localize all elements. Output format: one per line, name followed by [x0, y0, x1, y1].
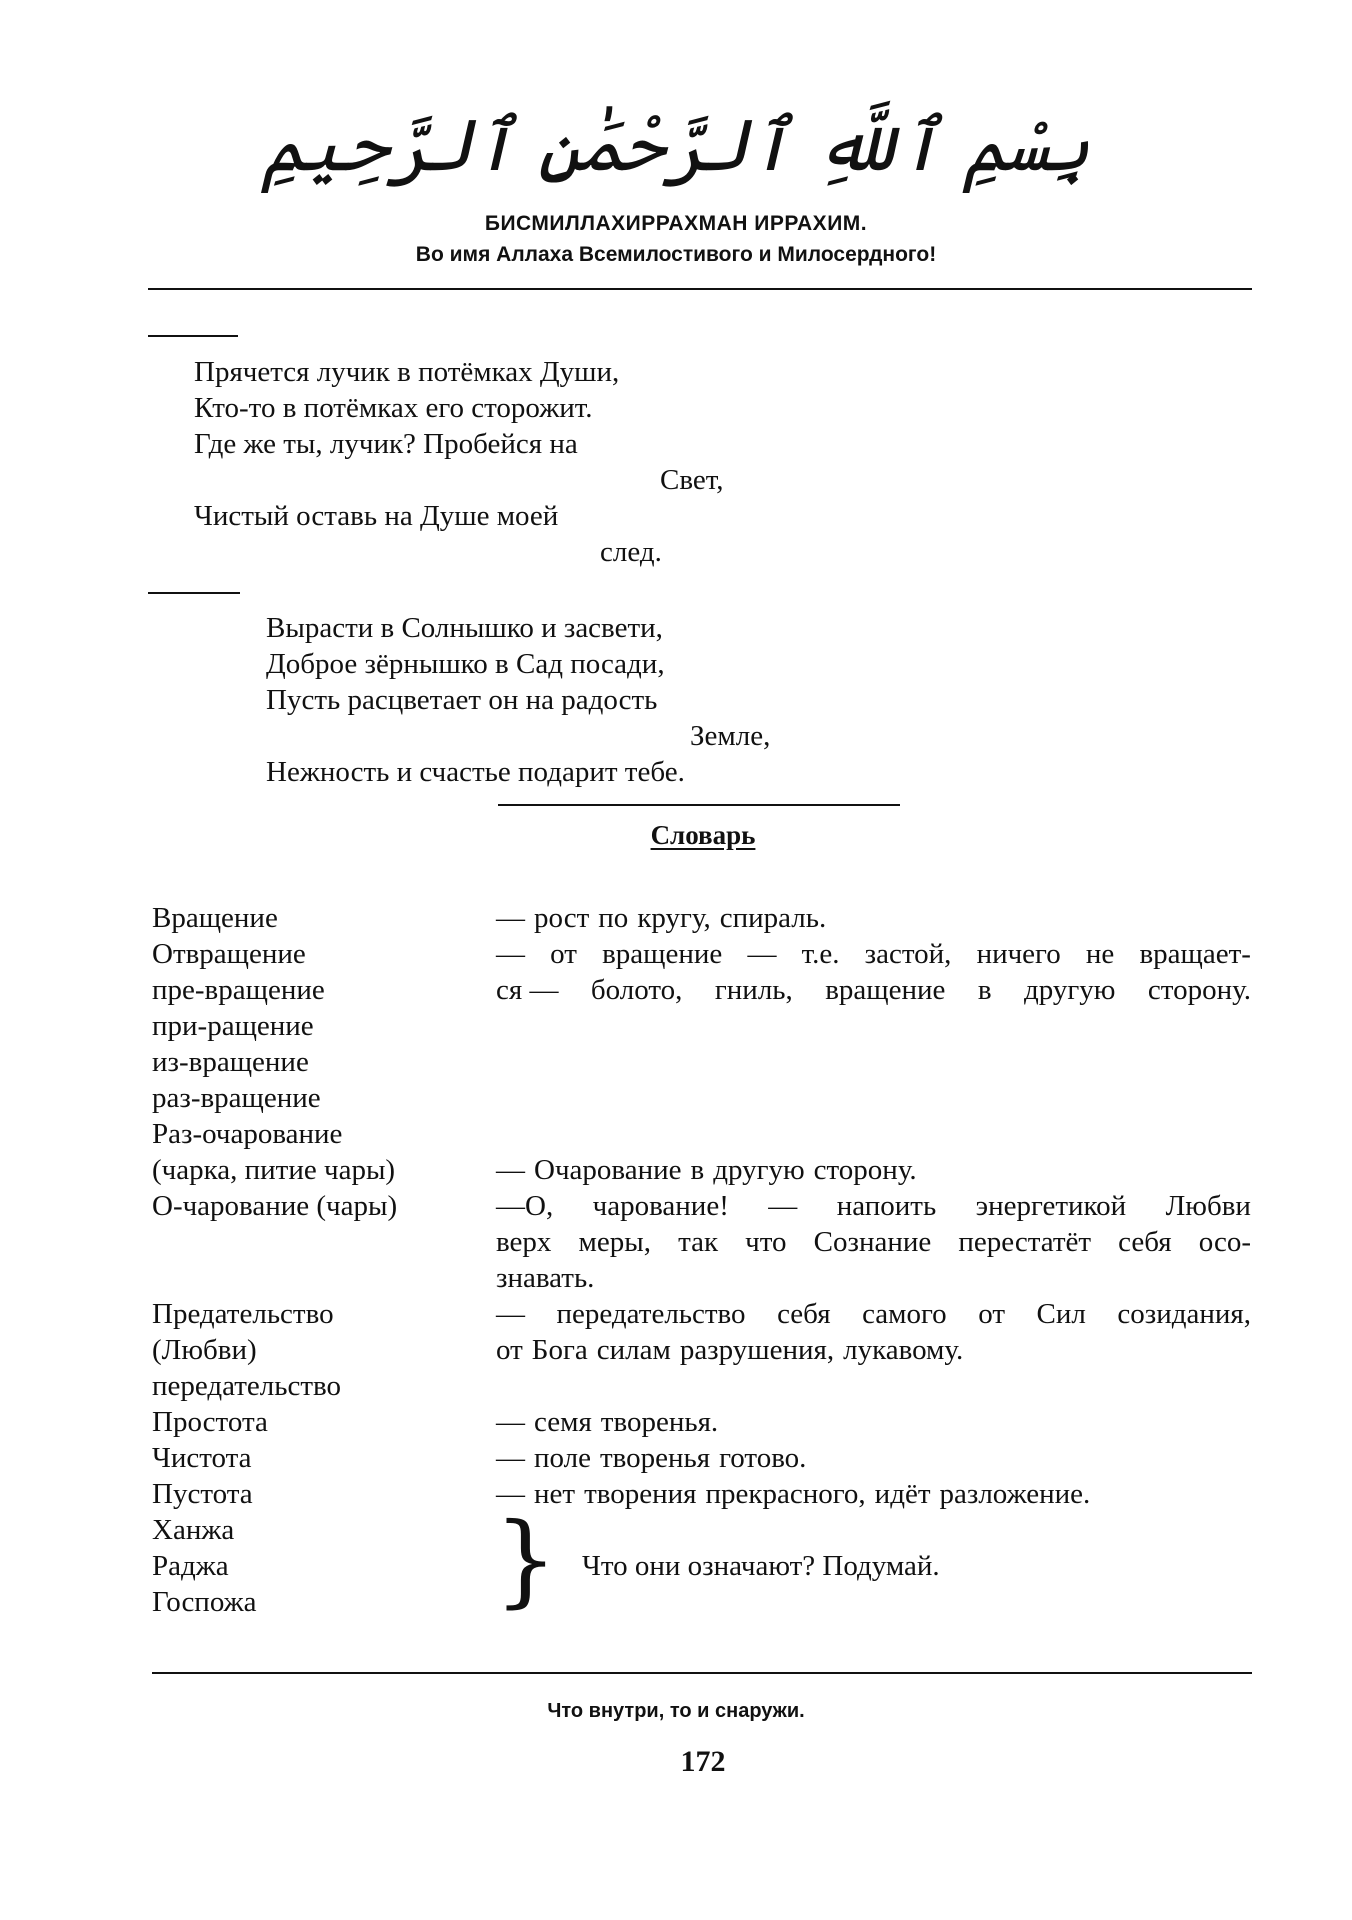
poem1-line-2: Кто-то в потёмках его сторожит. [194, 392, 593, 424]
definition-line [496, 1440, 1251, 1476]
definition-word: лукавому. [843, 1334, 964, 1366]
page-number: 172 [680, 1745, 726, 1778]
definition-line [496, 936, 1251, 972]
poem1-line-5: Чистый оставь на Душе моей [194, 500, 559, 532]
basmala-calligraphy: بِسْمِ ٱللَّهِ ٱلرَّحْمَٰنِ ٱلرَّحِيمِ [261, 103, 1091, 187]
term-6: раз-вращение [152, 1082, 321, 1114]
definition-line [496, 900, 1251, 936]
poem2-line-2: Доброе зёрнышко в Сад посади, [266, 648, 665, 680]
definition-word: Сознание [813, 1226, 932, 1258]
definition-word: другую [1024, 974, 1116, 1006]
term-16: Ханжа [152, 1514, 235, 1546]
term-5: из-вращение [152, 1046, 309, 1078]
definition-word: сторону. [1147, 974, 1251, 1006]
definition-line [496, 1476, 1251, 1512]
definition-word: творения [584, 1478, 697, 1510]
definition-word: — [496, 1478, 525, 1510]
definition-word: идёт [874, 1478, 931, 1510]
definition-word: знавать. [496, 1262, 595, 1294]
definition-word: гниль, [714, 974, 793, 1006]
definition-word: в [977, 974, 992, 1006]
term-7: Раз-очарование [152, 1118, 343, 1150]
term-1: Вращение [152, 902, 278, 934]
definition-word: самого [862, 1298, 947, 1330]
definition-word: чарование! [592, 1190, 729, 1222]
definition-line [496, 1224, 1251, 1260]
definition-word: что [745, 1226, 787, 1258]
definition-word: т.е. [801, 938, 840, 970]
definition-word: от [496, 1334, 523, 1366]
definition-word: не [1085, 938, 1115, 970]
definition-word: так [678, 1226, 719, 1258]
definition-word: поле [534, 1442, 591, 1474]
definition-word: перестатёт [958, 1226, 1092, 1258]
term-10: Предательство [152, 1298, 334, 1330]
definition-line [496, 1260, 1251, 1296]
term-14: Чистота [152, 1442, 252, 1474]
term-9: О-чарование (чары) [152, 1190, 398, 1222]
poem2-line-3: Пусть расцветает он на радость [266, 684, 658, 716]
definition-word: Бога [531, 1334, 588, 1366]
definition-word: энергетикой [975, 1190, 1127, 1222]
definition-word: — [496, 1154, 525, 1186]
poem1-dash [148, 335, 238, 337]
term-3: пре-вращение [152, 974, 325, 1006]
definition-word: другую [713, 1154, 805, 1186]
definition-line [496, 1188, 1251, 1224]
definition-word: разложение. [939, 1478, 1091, 1510]
definition-word: меры, [578, 1226, 651, 1258]
term-8: (чарка, питие чары) [152, 1154, 396, 1186]
definition-word: вращает- [1139, 938, 1251, 970]
header-title: БИСМИЛЛАХИРРАХМАН ИРРАХИМ. [484, 212, 868, 235]
definition-word: осо- [1198, 1226, 1251, 1258]
term-13: Простота [152, 1406, 268, 1438]
definition-word: себя [777, 1298, 831, 1330]
definition-word: семя [534, 1406, 592, 1438]
footer-rule [152, 1672, 1252, 1674]
term-18: Госпожа [152, 1586, 257, 1618]
term-2: Отвращение [152, 938, 306, 970]
header-subtitle: Во имя Аллаха Всемилостивого и Милосердного! [415, 243, 937, 266]
header-rule [148, 288, 1252, 290]
definition-word: застой, [864, 938, 952, 970]
definition-word: напоить [836, 1190, 937, 1222]
definition-word: готово. [719, 1442, 807, 1474]
poem-section-rule [498, 804, 900, 806]
definition-line [496, 1332, 1251, 1368]
definition-word: творенья [599, 1442, 711, 1474]
definition-word: в [690, 1154, 705, 1186]
term-15: Пустота [152, 1478, 253, 1510]
term-11: (Любви) [152, 1334, 257, 1366]
definition-word: ся — [496, 974, 559, 1006]
poem1-line-4: Свет, [660, 464, 724, 496]
definition-word: Очарование [534, 1154, 682, 1186]
definition-line [496, 1296, 1251, 1332]
poem1-line-1: Прячется лучик в потёмках Души, [194, 356, 620, 388]
definition-word: силам [596, 1334, 671, 1366]
definition-line [496, 1404, 1251, 1440]
definition-word: спираль. [719, 902, 827, 934]
definition-word: сторону. [813, 1154, 917, 1186]
definition-word: — [496, 938, 525, 970]
definition-word: Любви [1165, 1190, 1251, 1222]
poem2-line-4: Земле, [690, 720, 771, 752]
definition-word: —О, [496, 1190, 554, 1222]
definition-word: — [768, 1190, 798, 1222]
definition-word: вращение [602, 938, 723, 970]
definition-word: верх [496, 1226, 552, 1258]
definition-word: от [550, 938, 577, 970]
definition-word: Сил [1036, 1298, 1086, 1330]
dictionary-title: Словарь [650, 820, 756, 850]
definition-word: передательство [556, 1298, 746, 1330]
term-17: Раджа [152, 1550, 229, 1582]
definition-word: прекрасного, [705, 1478, 866, 1510]
definition-word: ничего [976, 938, 1061, 970]
definition-word: — [496, 1442, 525, 1474]
definition-word: — [496, 902, 525, 934]
definition-word: кругу, [637, 902, 711, 934]
definition-word: — [747, 938, 777, 970]
definition-line [496, 972, 1251, 1008]
definition-word: — [496, 1406, 525, 1438]
poem2-dash [148, 592, 240, 594]
definition-word: вращение [825, 974, 946, 1006]
curly-brace: } [494, 1501, 558, 1618]
definition-word: творенья. [600, 1406, 719, 1438]
definition-word: болото, [590, 974, 683, 1006]
definition-word: — [496, 1298, 525, 1330]
term-12: передательство [152, 1370, 342, 1402]
definition-word: от [978, 1298, 1005, 1330]
poem1-line-3: Где же ты, лучик? Пробейся на [194, 428, 578, 460]
definition-line [496, 1152, 1251, 1188]
definition-word: по [598, 902, 629, 934]
footer-quote: Что внутри, то и снаружи. [547, 1700, 805, 1722]
brace-question: Что они означают? Подумай. [582, 1550, 940, 1582]
poem1-line-6: след. [600, 536, 662, 568]
definition-word: себя [1118, 1226, 1172, 1258]
definition-word: разрушения, [679, 1334, 835, 1366]
definition-word: созидания, [1117, 1298, 1251, 1330]
poem2-line-5: Нежность и счастье подарит тебе. [266, 756, 685, 788]
poem2-line-1: Вырасти в Солнышко и засвети, [266, 612, 663, 644]
definition-word: рост [534, 902, 590, 934]
definition-word: нет [534, 1478, 576, 1510]
term-4: при-ращение [152, 1010, 314, 1042]
